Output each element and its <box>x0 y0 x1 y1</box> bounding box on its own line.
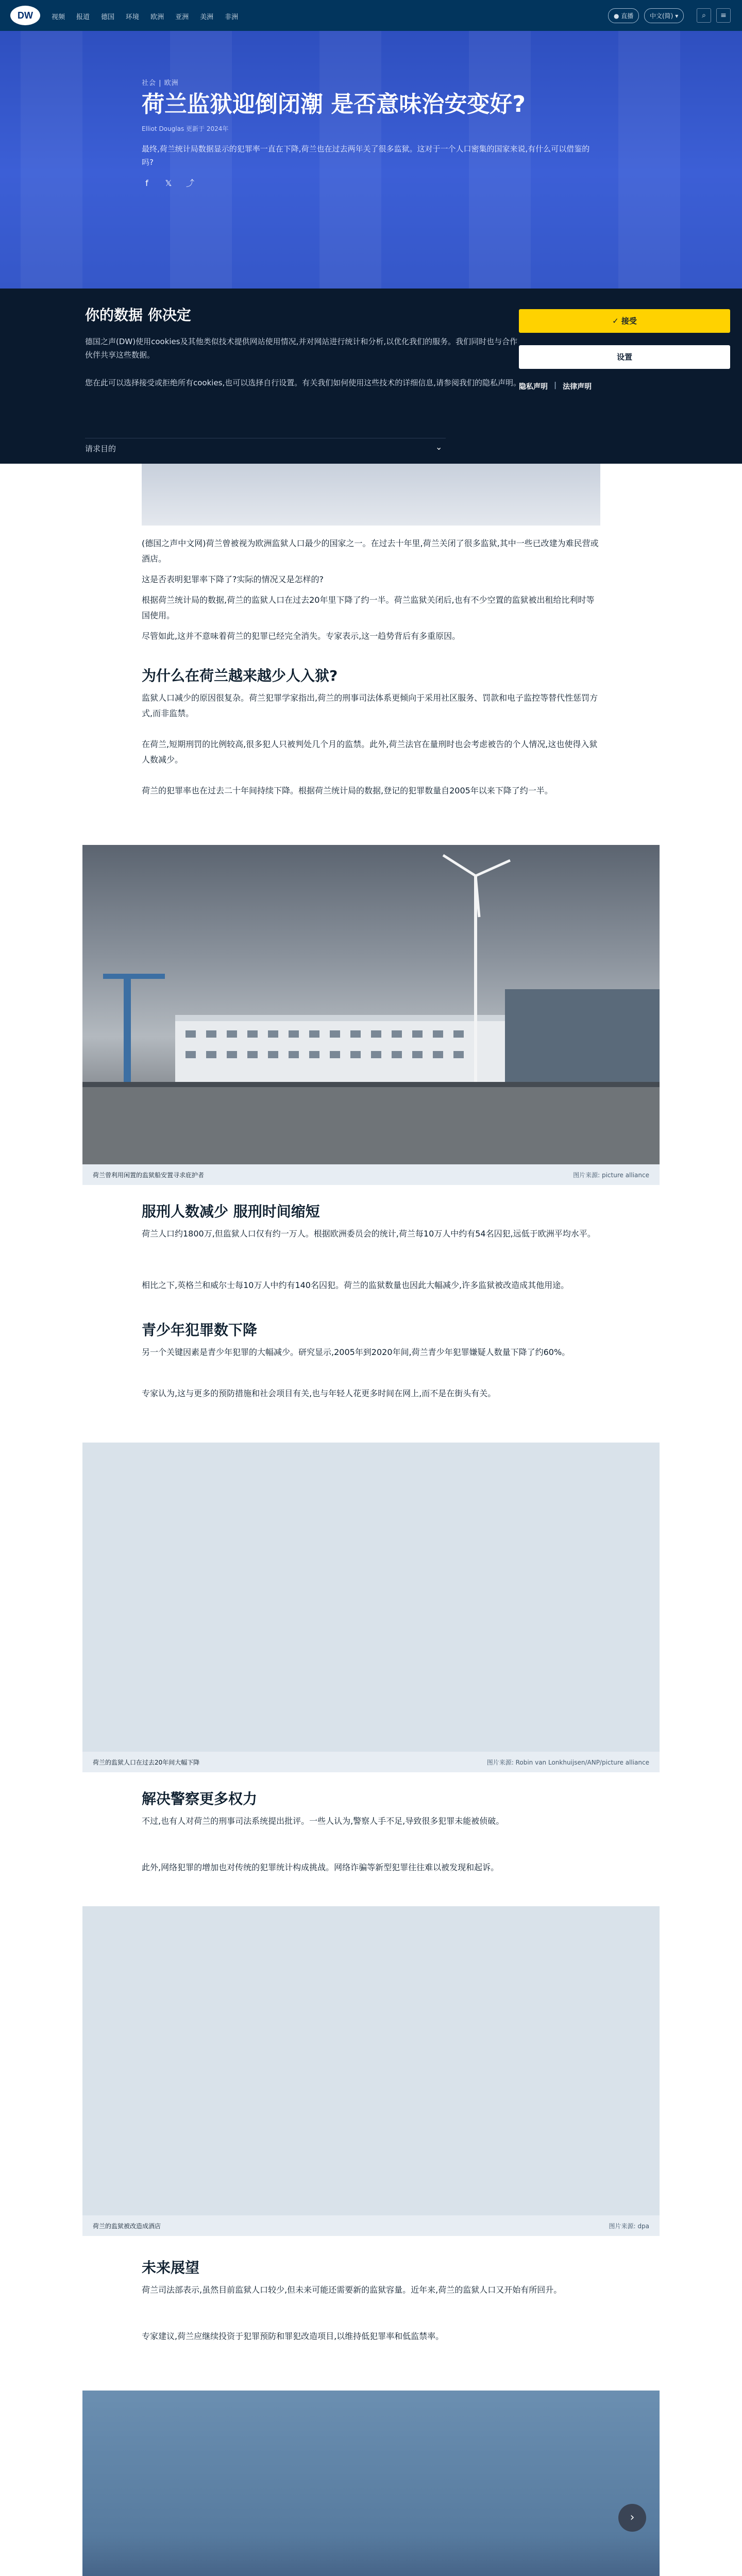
cookie-banner <box>0 289 742 464</box>
section-heading: 服刑人数减少 服刑时间缩短 <box>142 1203 320 1220</box>
nav-link-environment[interactable]: 环境 <box>126 13 140 21</box>
cookie-text-1: 德国之声(DW)使用cookies及其他类似技术提供网站使用情况,并对网站进行统计和分析,以优化我们的服务。我们同时也与合作伙伴共享这些数据。 <box>85 337 518 360</box>
nav-link-africa[interactable]: 非洲 <box>225 13 239 21</box>
nav-link-asia[interactable]: 亚洲 <box>175 13 189 21</box>
dw-logo[interactable]: DW <box>10 6 40 25</box>
chevron-right-icon[interactable]: › <box>618 2504 646 2532</box>
live-button[interactable] <box>608 8 639 23</box>
caption-credit: 图片来源: dpa <box>609 2223 649 2230</box>
imprint-link[interactable]: 法律声明 <box>563 383 592 391</box>
x-icon[interactable]: 𝕏 <box>165 178 172 188</box>
live-label: 直播 <box>621 12 634 20</box>
article-paragraph: 尽管如此,这并不意味着荷兰的犯罪已经完全消失。专家表示,这一趋势背后有多重原因。 <box>142 631 461 641</box>
top-navigation <box>0 0 742 31</box>
chevron-down-icon[interactable]: ⌄ <box>435 442 443 452</box>
search-icon[interactable]: ⌕ <box>697 8 711 23</box>
section-heading: 解决警察更多权力 <box>142 1790 258 1807</box>
cookie-accept-button[interactable] <box>519 309 730 333</box>
nav-link-reports[interactable]: 报道 <box>76 13 90 21</box>
article-paragraph: 荷兰人口约1800万,但监狱人口仅有约一万人。根据欧洲委员会的统计,荷兰每10万人中约有54名囚犯,远低于欧洲平均水平。 <box>142 1229 596 1239</box>
article-paragraph: 专家建议,荷兰应继续投资于犯罪预防和罪犯改造项目,以维持低犯罪率和低监禁率。 <box>142 2331 444 2341</box>
article-paragraph: 相比之下,英格兰和威尔士每10万人中约有140名囚犯。荷兰的监狱数量也因此大幅减少,许多监狱被改造成其他用途。 <box>142 1280 569 1290</box>
article-paragraph: 这是否表明犯罪率下降了?实际的情况又是怎样的? <box>142 574 324 584</box>
article-kicker[interactable]: 社会 | 欧洲 <box>142 79 179 87</box>
facebook-icon[interactable]: f <box>145 178 148 188</box>
language-label: 中文(简) <box>650 12 673 20</box>
nav-link-video[interactable]: 视频 <box>52 13 65 21</box>
hero-image-tail <box>142 464 600 526</box>
caption-text: 荷兰曾利用闲置的监狱船安置寻求庇护者 <box>93 1172 205 1179</box>
section-heading: 未来展望 <box>142 2259 200 2276</box>
article-paragraph: (德国之声中文网)荷兰曾被视为欧洲监狱人口最少的国家之一。在过去十年里,荷兰关闭了很多监狱,其中一些已改建为难民营或酒店。 <box>142 538 599 564</box>
article-teaser: 最终,荷兰统计局数据显示的犯罪率一直在下降,荷兰也在过去两年关了很多监狱。这对于一个人口密集的国家来说,有什么可以借鉴的吗? <box>142 144 590 167</box>
image-caption <box>82 2215 660 2236</box>
cookie-title: 你的数据 你决定 <box>85 307 191 324</box>
article-paragraph: 根据荷兰统计局的数据,荷兰的监狱人口在过去20年里下降了约一半。荷兰监狱关闭后,也有不少空置的监狱被出租给比利时等国使用。 <box>142 595 595 620</box>
nav-link-europe[interactable]: 欧洲 <box>150 13 164 21</box>
share-row <box>142 178 605 189</box>
menu-icon[interactable]: ≡ <box>716 8 731 23</box>
check-icon: ✓ <box>612 316 621 326</box>
article-image-hotel <box>82 1906 660 2215</box>
nav-link-americas[interactable]: 美洲 <box>200 13 214 21</box>
section-heading: 为什么在荷兰越来越少人入狱? <box>142 667 338 684</box>
article-byline: Elliot Douglas 更新于 2024年 <box>142 125 229 132</box>
article-image-barge <box>82 845 660 1164</box>
caption-credit: 图片来源: picture alliance <box>573 1172 649 1179</box>
article-paragraph: 另一个关键因素是青少年犯罪的大幅减少。研究显示,2005年到2020年间,荷兰青少年犯罪嫌疑人数量下降了约60%。 <box>142 1347 570 1357</box>
cookie-text-2: 您在此可以选择接受或拒绝所有cookies,也可以选择自行设置。有关我们如何使用这些技术的详细信息,请参阅我们的隐私声明。 <box>85 378 521 387</box>
article-paragraph: 此外,网络犯罪的增加也对传统的犯罪统计构成挑战。网络诈骗等新型犯罪往往难以被发现和起诉。 <box>142 1862 499 1872</box>
article-paragraph: 荷兰的犯罪率也在过去二十年间持续下降。根据荷兰统计局的数据,登记的犯罪数量自2005年以来下降了约一半。 <box>142 786 553 795</box>
image-caption <box>82 1752 660 1772</box>
hero-section <box>0 31 742 289</box>
article-paragraph: 监狱人口减少的原因很复杂。荷兰犯罪学家指出,荷兰的刑事司法体系更倾向于采用社区服务、罚款和电子监控等替代性惩罚方式,而非监禁。 <box>142 693 598 718</box>
accept-label: 接受 <box>621 316 637 326</box>
privacy-link[interactable]: 隐私声明 <box>519 383 548 391</box>
cookie-settings-button[interactable]: 设置 <box>519 345 730 369</box>
article-headline: 荷兰监狱迎倒闭潮 是否意味治安变好? <box>142 91 526 117</box>
live-dot-icon: ● <box>614 12 621 20</box>
caption-credit: 图片来源: Robin van Lonkhuijsen/ANP/picture alliance <box>486 1759 649 1766</box>
language-selector[interactable]: 中文(简) ▾ <box>644 8 684 23</box>
article-paragraph: 荷兰司法部表示,虽然目前监狱人口较少,但未来可能还需要新的监狱容量。近年来,荷兰的监狱人口又开始有所回升。 <box>142 2285 562 2295</box>
barge-illustration <box>82 845 660 1164</box>
article-paragraph: 在荷兰,短期刑罚的比例较高,很多犯人只被判处几个月的监禁。此外,荷兰法官在量刑时也会考虑被告的个人情况,这也使得入狱人数减少。 <box>142 739 598 765</box>
article-paragraph: 专家认为,这与更多的预防措施和社会项目有关,也与年轻人花更多时间在网上,而不是在街头有关。 <box>142 1388 496 1398</box>
caption-text: 荷兰的监狱人口在过去20年间大幅下降 <box>93 1759 200 1766</box>
article-image-prison <box>82 1443 660 1752</box>
nav-links <box>52 11 238 21</box>
caption-text: 荷兰的监狱被改造成酒店 <box>93 2223 161 2230</box>
cookie-links: 隐私声明 | 法律声明 <box>519 381 592 391</box>
article-paragraph: 不过,也有人对荷兰的刑事司法系统提出批评。一些人认为,警察人手不足,导致很多犯罪未能被侦破。 <box>142 1816 504 1826</box>
cookie-purpose-toggle[interactable]: 请求目的 <box>85 444 116 453</box>
video-player[interactable] <box>82 2391 660 2576</box>
nav-link-germany[interactable]: 德国 <box>101 13 115 21</box>
share-icon[interactable]: ⤴ <box>185 178 194 188</box>
hero-text <box>142 77 605 189</box>
section-heading: 青少年犯罪数下降 <box>142 1321 258 1338</box>
image-caption <box>82 1164 660 1185</box>
